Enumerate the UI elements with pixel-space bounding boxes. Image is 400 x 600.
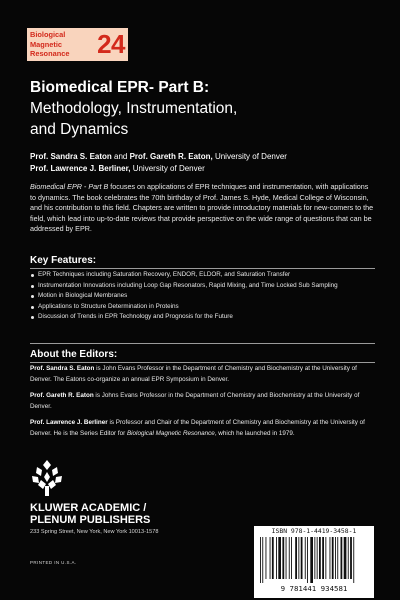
barcode-bar [335, 537, 336, 579]
barcode-bar [272, 537, 274, 579]
barcode-bar [307, 537, 308, 583]
barcode [260, 537, 368, 583]
editors-heading: About the Editors: [30, 349, 118, 360]
series-number: 24 [97, 29, 125, 59]
editor-bio [30, 391, 375, 412]
title-sub-line: Methodology, Instrumentation, [30, 100, 238, 117]
series-name-line: Resonance [30, 49, 70, 59]
barcode-bar [262, 537, 263, 583]
feature-item: EPR Techniques including Saturation Recovery, ENDOR, ELDOR, and Saturation Transfer [30, 270, 375, 281]
author-affiliation: University of Denver [212, 152, 287, 161]
kluwer-logo-icon [30, 458, 64, 498]
series-name [30, 30, 69, 59]
printed-in: PRINTED IN U.S.A. [30, 560, 77, 565]
barcode-bar [301, 537, 303, 579]
barcode-digits: 9 781441 934581 [280, 584, 348, 593]
barcode-bar [319, 537, 321, 579]
barcode-bar [350, 537, 352, 579]
publisher-line: KLUWER ACADEMIC / [30, 502, 147, 514]
barcode-bar [270, 537, 271, 579]
publisher-name [30, 502, 150, 526]
barcode-bar [348, 537, 349, 579]
publisher-address: 233 Spring Street, New York, New York 10013-1578 [30, 529, 159, 535]
book-title [30, 78, 375, 140]
barcode-bar [282, 537, 284, 579]
feature-item: Applications to Structure Determination in Proteins [30, 302, 375, 313]
series-name-line: Magnetic [30, 39, 63, 49]
series-name-line: Biological [30, 30, 66, 39]
barcode-bar [310, 537, 313, 583]
barcode-bar [341, 537, 343, 579]
key-features-list [30, 270, 375, 323]
editor-bio-text: is Johns Evans Professor in the Department of Chemistry and Biochemistry at the University of Denver. [30, 392, 360, 410]
barcode-bar [332, 537, 334, 579]
authors-conjunction: and [111, 152, 130, 161]
barcode-bar [325, 537, 326, 579]
key-features-heading: Key Features: [30, 255, 97, 266]
authors-line [30, 163, 375, 175]
barcode-bar [298, 537, 299, 579]
divider [30, 343, 375, 344]
barcode-bar [286, 537, 287, 579]
barcode-bar [353, 537, 354, 583]
editor-bio-text: is Professor and Chair of the Department of Chemistry and Biochemistry at the University of Denver. He is the Series Editor for [30, 419, 365, 437]
editor-bio-text: is John Evans Professor in the Department of Chemistry and Biochemistry at the University of Denver. The Eatons co-organize an annual EPR Symposium in Denver. [30, 365, 357, 383]
author-name: Prof. Gareth R. Eaton, [129, 152, 213, 161]
barcode-bar [291, 537, 292, 579]
divider [30, 362, 375, 363]
feature-item: Discussion of Trends in EPR Technology and Prognosis for the Future [30, 312, 375, 323]
author-name: Prof. Lawrence J. Berliner, [30, 164, 131, 173]
editor-name: Prof. Sandra S. Eaton [30, 365, 95, 372]
barcode-bar [322, 537, 324, 579]
publisher-line: PLENUM PUBLISHERS [30, 514, 151, 526]
title-main: Biomedical EPR- Part B: [30, 79, 210, 96]
author-name: Prof. Sandra S. Eaton [30, 152, 112, 161]
barcode-bar [330, 537, 331, 579]
barcode-bar [276, 537, 277, 579]
barcode-bar [278, 537, 281, 579]
description-text: focuses on applications of EPR techniques and instrumentation, with applications to dynamics. The book celebrates the 70th birthday of Prof. James S. Hyde, Medical College of Wisconsin, and his contribution to this field. Chapters are written to provide introductory materials for new-comers to the field, which lead into up-to-date reviews that provide perspective on the wide range of questions that can be addressed by EPR. [30, 182, 374, 234]
book-description [30, 182, 375, 235]
editor-bio [30, 364, 375, 385]
barcode-bar [260, 537, 261, 583]
barcode-bar [289, 537, 290, 579]
feature-item: Motion in Biological Membranes [30, 291, 375, 302]
barcode-bar [317, 537, 318, 579]
barcode-bar [266, 537, 267, 579]
barcode-bar [305, 537, 306, 579]
feature-item: Instrumentation Innovations including Loop Gap Resonators, Rapid Mixing, and Time Locked Sub Sampling [30, 281, 375, 292]
series-badge [27, 28, 128, 61]
editor-bio-text: , which he launched in 1979. [214, 429, 295, 437]
title-sub-line: and Dynamics [30, 121, 129, 138]
description-book-title: Biomedical EPR - Part B [30, 182, 109, 191]
divider [30, 268, 375, 269]
authors-line [30, 151, 375, 163]
authors [30, 151, 375, 175]
author-affiliation: University of Denver [130, 164, 205, 173]
editor-name: Prof. Lawrence J. Berliner [30, 419, 108, 426]
barcode-bar [344, 537, 347, 579]
editor-bio [30, 418, 375, 439]
editor-name: Prof. Gareth R. Eaton [30, 392, 94, 399]
barcode-bar [295, 537, 297, 579]
series-title-reference: Biological Magnetic Resonance [126, 429, 215, 437]
barcode-bar [314, 537, 315, 579]
barcode-bar [337, 537, 338, 579]
isbn-number: ISBN 978-1-4419-3458-1 [271, 527, 357, 535]
isbn-barcode-box [254, 526, 374, 598]
